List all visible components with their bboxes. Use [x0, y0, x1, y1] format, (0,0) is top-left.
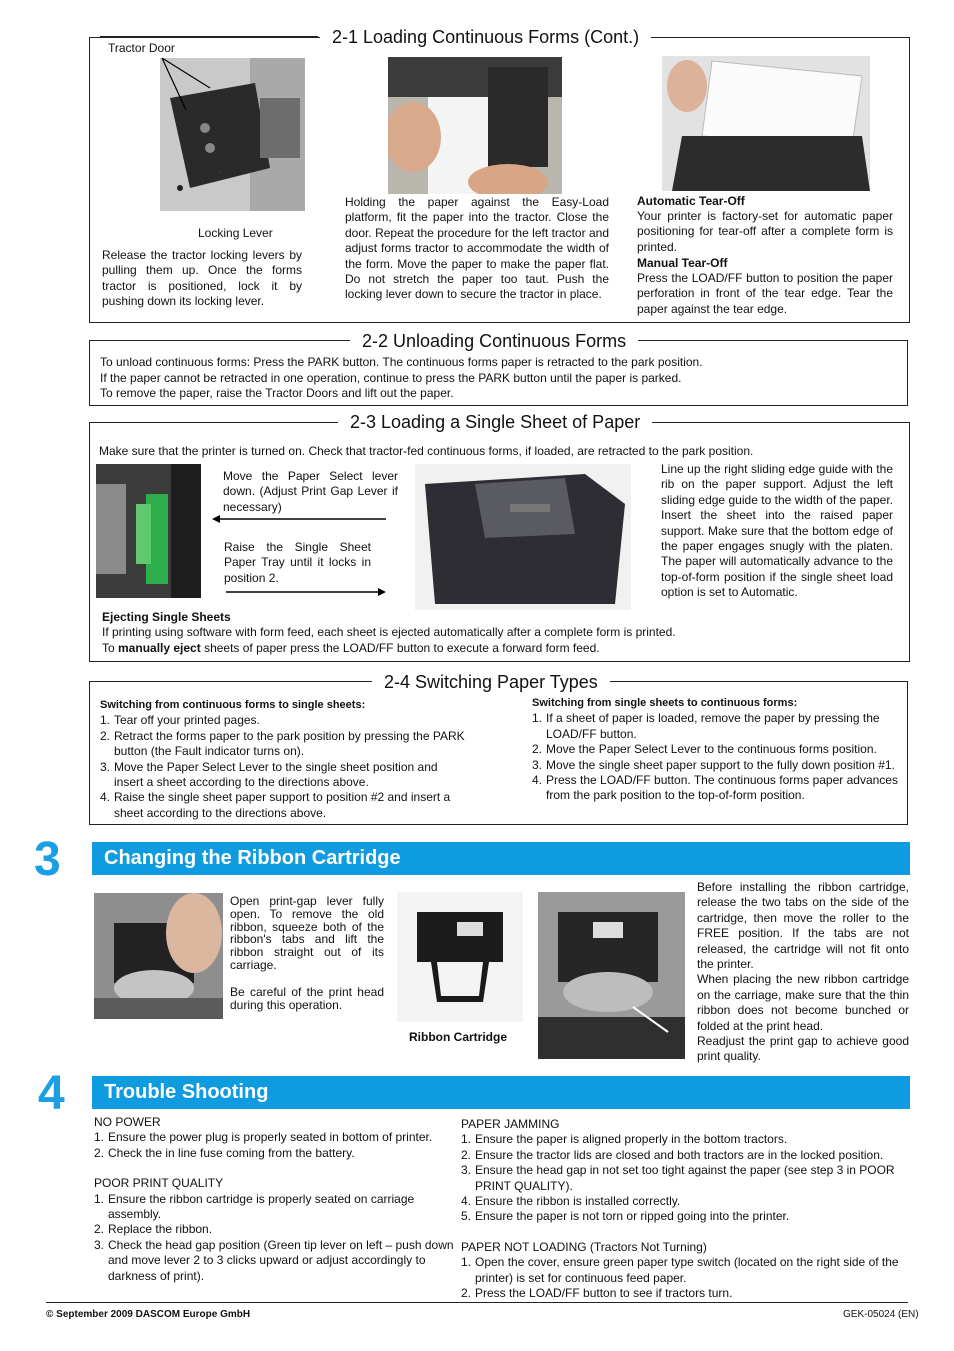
step-raise-tray-text: Raise the Single Sheet Paper Tray until it locks in position 2.: [224, 540, 371, 585]
section-4-number: 4: [38, 1067, 65, 1120]
locking-lever-label: Locking Lever: [198, 226, 273, 240]
step-paper-select-text: Move the Paper Select lever down. (Adjust Print Gap Lever if necessary): [223, 469, 398, 514]
tear-off-photo: [662, 56, 870, 191]
troubleshoot-right-item: [461, 1148, 916, 1163]
install-ribbon-photo: [538, 892, 685, 1059]
switch-to-single-item-text: Move the Paper Select Lever to the single sheet position and insert a sheet according to the directions above.: [114, 759, 438, 790]
spacer: [94, 1161, 464, 1176]
troubleshoot-left-item: [94, 1238, 464, 1284]
switch-to-single-heading: Switching from continuous forms to single sheets:: [100, 699, 366, 711]
troubleshoot-right-item-text: Ensure the paper is not torn or ripped going into the printer.: [475, 1209, 790, 1224]
arrow-left: [210, 513, 390, 525]
install-ribbon-p3: Readjust the print gap to achieve good print quality.: [697, 1034, 909, 1064]
troubleshoot-right-item-number: 5.: [461, 1209, 472, 1224]
footer-rule: [46, 1302, 908, 1303]
switch-to-single-item: [100, 760, 470, 791]
troubleshoot-left-item-text: Check the head gap position (Green tip lever on left – push down and move lever 2 to 3 clicks upward or adjust accordingly to darkness of print).: [108, 1237, 454, 1283]
section-4-title: Trouble Shooting: [104, 1081, 269, 1103]
troubleshoot-right-item: [461, 1286, 916, 1301]
troubleshoot-left-item-text: Ensure the power plug is properly seated in bottom of printer.: [108, 1130, 433, 1145]
section-4-banner: [92, 1076, 910, 1109]
install-ribbon-p2: When placing the new ribbon cartridge on the carriage, make sure that the thin ribbon does not become bunched or folded at the print head.: [697, 972, 909, 1033]
troubleshoot-right-item-text: Press the LOAD/FF button to see if tractors turn.: [475, 1286, 733, 1301]
troubleshoot-right-item-number: 2.: [461, 1286, 472, 1301]
troubleshoot-right-item: [461, 1255, 916, 1286]
switch-to-continuous-item: [532, 758, 904, 773]
switch-to-single-item-number: 3.: [100, 759, 111, 774]
remove-ribbon-photo: [94, 893, 223, 1019]
spacer: [461, 1225, 916, 1240]
troubleshoot-left-item-text: Check the in line fuse coming from the battery.: [108, 1145, 355, 1160]
section-2-3-intro: Make sure that the printer is turned on. Check that tractor-fed continuous forms, if loaded, are retracted to the park position.: [99, 444, 754, 458]
install-ribbon-p1: Before installing the ribbon cartridge, release the two tabs on the side of the cartridge, then move the roller to the FREE position. If the tabs are not released, the cartridge will not fit onto the printer.: [697, 880, 909, 972]
troubleshoot-right-item-number: 2.: [461, 1147, 472, 1162]
switch-to-single-item-text: Retract the forms paper to the park position by pressing the PARK button (the Fault indicator turns on).: [114, 728, 465, 759]
troubleshoot-left-item-number: 1.: [94, 1130, 105, 1145]
troubleshoot-left-item-text: Replace the ribbon.: [108, 1222, 213, 1237]
troubleshoot-left-heading: NO POWER: [94, 1115, 161, 1129]
troubleshoot-right-item: [461, 1163, 916, 1194]
troubleshoot-left-list: [94, 1130, 464, 1161]
troubleshoot-right-item: [461, 1132, 916, 1147]
troubleshoot-right-item-number: 4.: [461, 1194, 472, 1209]
troubleshoot-right-item-number: 1.: [461, 1132, 472, 1147]
switch-to-single-item-number: 2.: [100, 728, 111, 743]
section-2-1-col1-text: Release the tractor locking levers by pulling them up. Once the forms tractor is positioned, lock it by pushing down its locking lever.: [102, 248, 302, 309]
switch-to-continuous-item-number: 1.: [532, 711, 543, 726]
troubleshoot-right-item: [461, 1194, 916, 1209]
arrow-right: [224, 586, 388, 598]
ejecting-line-2: [102, 641, 600, 656]
switch-to-continuous-item-text: Press the LOAD/FF button. The continuous forms paper advances from the park position to the top-of-form position.: [546, 773, 898, 803]
paper-select-lever-photo: [96, 464, 201, 598]
section-2-2-title: 2-2 Unloading Continuous Forms: [350, 330, 638, 352]
section-2-2-line-2: If the paper cannot be retracted in one operation, continue to press the PARK button until the paper is parked.: [100, 371, 682, 385]
switch-to-continuous-item-text: Move the single sheet paper support to the fully down position #1.: [546, 757, 895, 772]
section-2-3-right-text: Line up the right sliding edge guide with the rib on the paper support. Adjust the left sliding edge guide to the width of the paper. Insert the sheet into the raised paper support. Make sure that the bottom edge of the paper engages snugly with the platen. The paper will automatically advance to the top-of-form position if the single sheet load option is set to Automatic.: [661, 462, 893, 600]
section-3-number: 3: [34, 833, 61, 886]
switch-to-single-item: [100, 790, 470, 821]
troubleshoot-right-heading: PAPER JAMMING: [461, 1117, 560, 1131]
troubleshoot-left-item-number: 2.: [94, 1145, 105, 1160]
troubleshooting-left-column: [94, 1115, 464, 1284]
switch-to-continuous-item-number: 2.: [532, 742, 543, 757]
troubleshoot-right-list: [461, 1255, 916, 1301]
troubleshoot-right-item-text: Open the cover, ensure green paper type switch (located on the right side of the printer) is set for continuous feed paper.: [475, 1255, 899, 1285]
troubleshoot-right-heading: PAPER NOT LOADING (Tractors Not Turning): [461, 1239, 707, 1254]
switch-to-continuous-item-number: 4.: [532, 773, 543, 788]
ejecting-line-1: If printing using software with form feed, each sheet is ejected automatically after a complete form is printed.: [102, 625, 676, 639]
manual-tear-off-text: Press the LOAD/FF button to position the paper perforation in front of the tear edge. Tear the paper against the tear edge.: [637, 271, 893, 316]
single-sheet-printer-photo: [415, 464, 631, 610]
troubleshooting-right-column: [461, 1117, 916, 1301]
footer-doc-code: GEK-05024 (EN): [843, 1309, 919, 1320]
tractor-door-arrows: [150, 52, 220, 202]
troubleshoot-left-heading: POOR PRINT QUALITY: [94, 1176, 224, 1191]
troubleshoot-right-item-number: 3.: [461, 1163, 472, 1178]
troubleshoot-left-item-number: 3.: [94, 1237, 105, 1252]
print-head-caution: Be careful of the print head during this operation.: [230, 985, 384, 1012]
tractor-door-label-line: [100, 36, 318, 37]
easy-load-photo: [388, 57, 562, 194]
tractor-door-label: Tractor Door: [108, 41, 175, 55]
remove-ribbon-text: Open print-gap lever fully open. To remove the old ribbon, squeeze both of the ribbon's tabs and lift the ribbon straight out of its carriage.: [230, 894, 384, 972]
switch-to-single-item-number: 4.: [100, 790, 111, 805]
troubleshoot-left-item-number: 2.: [94, 1222, 105, 1237]
ejecting-single-sheets-heading: Ejecting Single Sheets: [102, 610, 231, 624]
troubleshoot-right-list: [461, 1132, 916, 1224]
troubleshoot-right-item-text: Ensure the paper is aligned properly in the bottom tractors.: [475, 1132, 788, 1147]
troubleshoot-left-item: [94, 1222, 464, 1237]
troubleshoot-right-item-number: 1.: [461, 1255, 472, 1270]
footer-copyright: © September 2009 DASCOM Europe GmbH: [46, 1309, 251, 1320]
switch-to-continuous-item: [532, 711, 904, 742]
troubleshoot-left-item: [94, 1146, 464, 1161]
section-2-1-col2-text: Holding the paper against the Easy-Load platform, fit the paper into the tractor. Close the door. Repeat the procedure for the left tractor and adjust forms tractor to accommodate the width of the form. Move the paper to make the paper flat. Do not stretch the paper too taut. Push the locking lever down to secure the tractor in place.: [345, 195, 609, 302]
switch-to-continuous-item-number: 3.: [532, 757, 543, 772]
section-2-2-line-3: To remove the paper, raise the Tractor Doors and lift out the paper.: [100, 386, 454, 400]
troubleshoot-left-item: [94, 1192, 464, 1223]
switch-to-single-item-text: Raise the single sheet paper support to position #2 and insert a sheet according to the directions above.: [114, 790, 451, 820]
troubleshoot-left-item-text: Ensure the ribbon cartridge is properly seated on carriage assembly.: [108, 1191, 415, 1222]
troubleshoot-right-item-text: Ensure the tractor lids are closed and both tractors are in the locked position.: [475, 1147, 884, 1162]
automatic-tear-off-text: Your printer is factory-set for automatic paper positioning for tear-off after a complete form is printed.: [637, 209, 893, 254]
switch-to-continuous-item: [532, 773, 904, 804]
switch-to-continuous-item-text: If a sheet of paper is loaded, remove the paper by pressing the LOAD/FF button.: [546, 711, 880, 741]
troubleshoot-left-item: [94, 1130, 464, 1145]
switch-to-continuous-list: [532, 711, 904, 803]
switch-to-single-item-number: 1.: [100, 713, 111, 728]
section-2-4-title: 2-4 Switching Paper Types: [372, 671, 610, 693]
switch-to-single-item: [100, 729, 470, 760]
switch-to-continuous-item-text: Move the Paper Select Lever to the continuous forms position.: [546, 742, 877, 757]
troubleshoot-right-item-text: Ensure the ribbon is installed correctly.: [475, 1194, 681, 1209]
manual-tear-off-heading: Manual Tear-Off: [637, 256, 728, 270]
switch-to-continuous-heading: Switching from single sheets to continuous forms:: [532, 697, 798, 709]
ejecting-line-2b: manually eject: [118, 641, 201, 655]
section-3-title: Changing the Ribbon Cartridge: [104, 847, 401, 869]
ejecting-line-2c: sheets of paper press the LOAD/FF button to execute a forward form feed.: [200, 641, 600, 655]
section-2-3-title: 2-3 Loading a Single Sheet of Paper: [338, 411, 652, 433]
switch-to-single-list: [100, 713, 470, 821]
install-ribbon-text: [697, 880, 909, 1065]
switch-to-continuous-column: [532, 696, 904, 804]
ribbon-cartridge-photo: [397, 892, 523, 1022]
troubleshoot-right-item: [461, 1209, 916, 1224]
troubleshoot-left-list: [94, 1192, 464, 1284]
switch-to-continuous-item: [532, 742, 904, 757]
switch-to-single-item-text: Tear off your printed pages.: [114, 713, 260, 728]
troubleshoot-right-item-text: Ensure the head gap in not set too tight against the paper (see step 3 in POOR PRINT QUALITY).: [475, 1163, 895, 1193]
ejecting-line-2a: To: [102, 641, 119, 655]
ribbon-cartridge-caption: Ribbon Cartridge: [409, 1030, 507, 1044]
section-3-banner: [92, 842, 910, 875]
switch-to-single-column: [100, 698, 470, 821]
troubleshoot-left-item-number: 1.: [94, 1191, 105, 1206]
section-2-2-line-1: To unload continuous forms: Press the PARK button. The continuous forms paper is retracted to the park position.: [100, 355, 703, 369]
switch-to-single-item: [100, 713, 470, 728]
automatic-tear-off-heading: Automatic Tear-Off: [637, 194, 745, 208]
section-2-1-title-rule: [676, 37, 910, 38]
section-2-1-title: 2-1 Loading Continuous Forms (Cont.): [320, 26, 651, 48]
